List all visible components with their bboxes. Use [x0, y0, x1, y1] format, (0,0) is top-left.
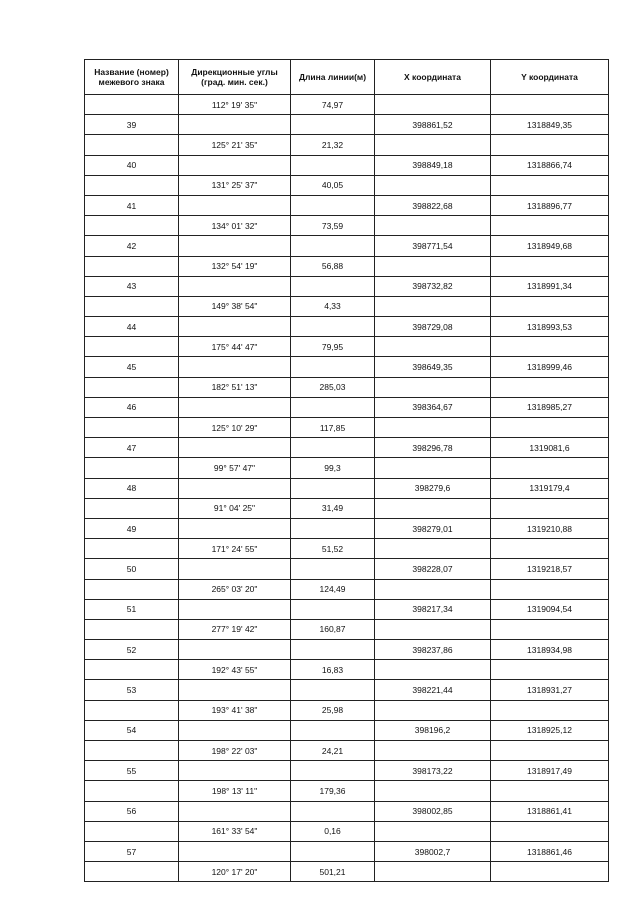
mark-name-cell: [85, 498, 179, 518]
line-length-cell: 24,21: [291, 741, 375, 761]
direction-angle-cell: 131° 25' 37": [179, 175, 291, 195]
direction-angle-cell: 277° 19' 42": [179, 619, 291, 639]
y-coordinate-cell: [491, 619, 609, 639]
line-length-cell: [291, 518, 375, 538]
line-length-cell: [291, 236, 375, 256]
x-coordinate-cell: [375, 458, 491, 478]
y-coordinate-cell: [491, 418, 609, 438]
table-row: [85, 801, 609, 821]
x-coordinate-cell: 398861,52: [375, 115, 491, 135]
direction-angle-cell: 198° 22' 03": [179, 741, 291, 761]
coordinates-sheet: [84, 59, 608, 882]
y-coordinate-cell: [491, 579, 609, 599]
mark-name-cell: 46: [85, 397, 179, 417]
line-length-cell: [291, 397, 375, 417]
table-row: [85, 135, 609, 155]
mark-name-cell: 42: [85, 236, 179, 256]
y-coordinate-cell: 1318917,49: [491, 761, 609, 781]
line-length-cell: 160,87: [291, 619, 375, 639]
x-coordinate-cell: [375, 660, 491, 680]
x-coordinate-cell: [375, 539, 491, 559]
table-row: [85, 195, 609, 215]
mark-name-cell: 40: [85, 155, 179, 175]
y-coordinate-cell: 1318849,35: [491, 115, 609, 135]
direction-angle-cell: 161° 33' 54": [179, 821, 291, 841]
direction-angle-cell: 192° 43' 55": [179, 660, 291, 680]
line-length-cell: [291, 680, 375, 700]
y-coordinate-cell: [491, 296, 609, 316]
direction-angle-cell: 182° 51' 13": [179, 377, 291, 397]
mark-name-cell: [85, 619, 179, 639]
mark-name-cell: 50: [85, 559, 179, 579]
table-row: [85, 357, 609, 377]
y-coordinate-cell: 1318993,53: [491, 317, 609, 337]
y-coordinate-cell: 1318861,46: [491, 841, 609, 861]
line-length-cell: [291, 478, 375, 498]
y-coordinate-cell: [491, 135, 609, 155]
mark-name-cell: [85, 95, 179, 115]
table-row: [85, 397, 609, 417]
table-header-row: [85, 60, 609, 95]
x-coordinate-cell: 398002,85: [375, 801, 491, 821]
table-row: [85, 539, 609, 559]
mark-name-cell: [85, 821, 179, 841]
y-coordinate-cell: 1318866,74: [491, 155, 609, 175]
header-mark-name: Название (номер) межевого знака: [85, 60, 179, 95]
y-coordinate-cell: 1318934,98: [491, 640, 609, 660]
y-coordinate-cell: [491, 458, 609, 478]
x-coordinate-cell: 398822,68: [375, 195, 491, 215]
table-row: [85, 377, 609, 397]
x-coordinate-cell: [375, 135, 491, 155]
table-row: [85, 317, 609, 337]
table-row: [85, 720, 609, 740]
table-row: [85, 256, 609, 276]
mark-name-cell: [85, 781, 179, 801]
table-row: [85, 115, 609, 135]
mark-name-cell: [85, 862, 179, 882]
x-coordinate-cell: [375, 377, 491, 397]
mark-name-cell: [85, 216, 179, 236]
line-length-cell: [291, 599, 375, 619]
line-length-cell: 56,88: [291, 256, 375, 276]
header-line-length: Длина линии(м): [291, 60, 375, 95]
direction-angle-cell: [179, 478, 291, 498]
mark-name-cell: [85, 579, 179, 599]
direction-angle-cell: [179, 599, 291, 619]
table-row: [85, 337, 609, 357]
table-row: [85, 640, 609, 660]
mark-name-cell: 47: [85, 438, 179, 458]
mark-name-cell: [85, 377, 179, 397]
mark-name-cell: 53: [85, 680, 179, 700]
direction-angle-cell: [179, 195, 291, 215]
x-coordinate-cell: [375, 418, 491, 438]
mark-name-cell: [85, 741, 179, 761]
table-row: [85, 700, 609, 720]
table-row: [85, 579, 609, 599]
line-length-cell: 21,32: [291, 135, 375, 155]
direction-angle-cell: 149° 38' 54": [179, 296, 291, 316]
direction-angle-cell: 134° 01' 32": [179, 216, 291, 236]
x-coordinate-cell: [375, 256, 491, 276]
y-coordinate-cell: 1318861,41: [491, 801, 609, 821]
x-coordinate-cell: 398228,07: [375, 559, 491, 579]
y-coordinate-cell: 1318896,77: [491, 195, 609, 215]
y-coordinate-cell: 1319081,6: [491, 438, 609, 458]
x-coordinate-cell: 398296,78: [375, 438, 491, 458]
x-coordinate-cell: [375, 579, 491, 599]
x-coordinate-cell: 398732,82: [375, 276, 491, 296]
header-x-coordinate: X координата: [375, 60, 491, 95]
line-length-cell: [291, 841, 375, 861]
table-row: [85, 216, 609, 236]
x-coordinate-cell: 398279,6: [375, 478, 491, 498]
direction-angle-cell: [179, 317, 291, 337]
direction-angle-cell: [179, 801, 291, 821]
mark-name-cell: [85, 539, 179, 559]
direction-angle-cell: [179, 115, 291, 135]
table-row: [85, 761, 609, 781]
x-coordinate-cell: 398771,54: [375, 236, 491, 256]
table-row: [85, 741, 609, 761]
mark-name-cell: [85, 256, 179, 276]
mark-name-cell: [85, 296, 179, 316]
direction-angle-cell: 265° 03' 20": [179, 579, 291, 599]
line-length-cell: [291, 115, 375, 135]
line-length-cell: 73,59: [291, 216, 375, 236]
table-row: [85, 236, 609, 256]
x-coordinate-cell: [375, 821, 491, 841]
mark-name-cell: 39: [85, 115, 179, 135]
mark-name-cell: [85, 660, 179, 680]
x-coordinate-cell: 398173,22: [375, 761, 491, 781]
direction-angle-cell: [179, 236, 291, 256]
x-coordinate-cell: [375, 700, 491, 720]
line-length-cell: 25,98: [291, 700, 375, 720]
mark-name-cell: 56: [85, 801, 179, 821]
mark-name-cell: [85, 458, 179, 478]
y-coordinate-cell: [491, 337, 609, 357]
header-y-coordinate: Y координата: [491, 60, 609, 95]
x-coordinate-cell: 398729,08: [375, 317, 491, 337]
line-length-cell: [291, 276, 375, 296]
x-coordinate-cell: 398221,44: [375, 680, 491, 700]
x-coordinate-cell: [375, 216, 491, 236]
y-coordinate-cell: 1319179,4: [491, 478, 609, 498]
table-row: [85, 276, 609, 296]
mark-name-cell: 44: [85, 317, 179, 337]
mark-name-cell: [85, 337, 179, 357]
line-length-cell: 99,3: [291, 458, 375, 478]
table-row: [85, 841, 609, 861]
x-coordinate-cell: 398364,67: [375, 397, 491, 417]
line-length-cell: 285,03: [291, 377, 375, 397]
table-row: [85, 155, 609, 175]
line-length-cell: 40,05: [291, 175, 375, 195]
line-length-cell: 179,36: [291, 781, 375, 801]
line-length-cell: 501,21: [291, 862, 375, 882]
direction-angle-cell: 120° 17' 20": [179, 862, 291, 882]
table-row: [85, 821, 609, 841]
direction-angle-cell: [179, 438, 291, 458]
line-length-cell: [291, 317, 375, 337]
y-coordinate-cell: [491, 862, 609, 882]
mark-name-cell: 52: [85, 640, 179, 660]
table-body: [85, 95, 609, 882]
line-length-cell: 16,83: [291, 660, 375, 680]
table-row: [85, 478, 609, 498]
table-row: [85, 781, 609, 801]
y-coordinate-cell: 1318991,34: [491, 276, 609, 296]
x-coordinate-cell: [375, 741, 491, 761]
direction-angle-cell: [179, 640, 291, 660]
table-row: [85, 680, 609, 700]
direction-angle-cell: [179, 397, 291, 417]
direction-angle-cell: 125° 10' 29": [179, 418, 291, 438]
x-coordinate-cell: 398237,86: [375, 640, 491, 660]
line-length-cell: [291, 155, 375, 175]
y-coordinate-cell: 1318931,27: [491, 680, 609, 700]
line-length-cell: [291, 438, 375, 458]
line-length-cell: 51,52: [291, 539, 375, 559]
line-length-cell: 79,95: [291, 337, 375, 357]
direction-angle-cell: 132° 54' 19": [179, 256, 291, 276]
y-coordinate-cell: 1318925,12: [491, 720, 609, 740]
y-coordinate-cell: [491, 216, 609, 236]
line-length-cell: [291, 357, 375, 377]
line-length-cell: [291, 801, 375, 821]
line-length-cell: [291, 761, 375, 781]
y-coordinate-cell: 1318999,46: [491, 357, 609, 377]
direction-angle-cell: 112° 19' 35": [179, 95, 291, 115]
y-coordinate-cell: [491, 781, 609, 801]
table-row: [85, 95, 609, 115]
x-coordinate-cell: 398279,01: [375, 518, 491, 538]
direction-angle-cell: [179, 155, 291, 175]
direction-angle-cell: 125° 21' 35": [179, 135, 291, 155]
mark-name-cell: 45: [85, 357, 179, 377]
line-length-cell: [291, 640, 375, 660]
mark-name-cell: [85, 418, 179, 438]
table-row: [85, 559, 609, 579]
mark-name-cell: [85, 135, 179, 155]
y-coordinate-cell: [491, 175, 609, 195]
table-row: [85, 175, 609, 195]
x-coordinate-cell: [375, 95, 491, 115]
table-row: [85, 438, 609, 458]
table-row: [85, 458, 609, 478]
direction-angle-cell: 171° 24' 55": [179, 539, 291, 559]
line-length-cell: 31,49: [291, 498, 375, 518]
mark-name-cell: 43: [85, 276, 179, 296]
line-length-cell: [291, 720, 375, 740]
direction-angle-cell: [179, 559, 291, 579]
line-length-cell: [291, 195, 375, 215]
table-row: [85, 660, 609, 680]
direction-angle-cell: [179, 841, 291, 861]
x-coordinate-cell: 398217,34: [375, 599, 491, 619]
y-coordinate-cell: [491, 539, 609, 559]
line-length-cell: 0,16: [291, 821, 375, 841]
mark-name-cell: 41: [85, 195, 179, 215]
boundary-coordinates-table: [84, 59, 609, 882]
x-coordinate-cell: 398002,7: [375, 841, 491, 861]
mark-name-cell: [85, 700, 179, 720]
header-direction-angle: Дирекционные углы (град. мин. сек.): [179, 60, 291, 95]
line-length-cell: 117,85: [291, 418, 375, 438]
y-coordinate-cell: [491, 660, 609, 680]
direction-angle-cell: [179, 357, 291, 377]
table-row: [85, 599, 609, 619]
y-coordinate-cell: 1319218,57: [491, 559, 609, 579]
direction-angle-cell: [179, 518, 291, 538]
x-coordinate-cell: [375, 175, 491, 195]
direction-angle-cell: [179, 276, 291, 296]
direction-angle-cell: [179, 761, 291, 781]
direction-angle-cell: [179, 720, 291, 740]
line-length-cell: [291, 559, 375, 579]
mark-name-cell: [85, 175, 179, 195]
mark-name-cell: 49: [85, 518, 179, 538]
table-row: [85, 518, 609, 538]
y-coordinate-cell: 1318985,27: [491, 397, 609, 417]
y-coordinate-cell: 1318949,68: [491, 236, 609, 256]
direction-angle-cell: 175° 44' 47": [179, 337, 291, 357]
y-coordinate-cell: [491, 256, 609, 276]
direction-angle-cell: 193° 41' 38": [179, 700, 291, 720]
x-coordinate-cell: [375, 296, 491, 316]
mark-name-cell: 51: [85, 599, 179, 619]
y-coordinate-cell: [491, 377, 609, 397]
x-coordinate-cell: [375, 337, 491, 357]
y-coordinate-cell: [491, 498, 609, 518]
x-coordinate-cell: [375, 619, 491, 639]
mark-name-cell: 57: [85, 841, 179, 861]
y-coordinate-cell: 1319094,54: [491, 599, 609, 619]
table-row: [85, 296, 609, 316]
x-coordinate-cell: [375, 498, 491, 518]
table-row: [85, 619, 609, 639]
y-coordinate-cell: [491, 821, 609, 841]
line-length-cell: 4,33: [291, 296, 375, 316]
x-coordinate-cell: 398196,2: [375, 720, 491, 740]
direction-angle-cell: 91° 04' 25": [179, 498, 291, 518]
line-length-cell: 124,49: [291, 579, 375, 599]
mark-name-cell: 55: [85, 761, 179, 781]
y-coordinate-cell: [491, 95, 609, 115]
table-row: [85, 862, 609, 882]
table-row: [85, 498, 609, 518]
x-coordinate-cell: [375, 781, 491, 801]
direction-angle-cell: [179, 680, 291, 700]
y-coordinate-cell: [491, 741, 609, 761]
direction-angle-cell: 198° 13' 11": [179, 781, 291, 801]
mark-name-cell: 54: [85, 720, 179, 740]
x-coordinate-cell: [375, 862, 491, 882]
line-length-cell: 74,97: [291, 95, 375, 115]
x-coordinate-cell: 398649,35: [375, 357, 491, 377]
x-coordinate-cell: 398849,18: [375, 155, 491, 175]
table-row: [85, 418, 609, 438]
mark-name-cell: 48: [85, 478, 179, 498]
y-coordinate-cell: 1319210,88: [491, 518, 609, 538]
direction-angle-cell: 99° 57' 47": [179, 458, 291, 478]
y-coordinate-cell: [491, 700, 609, 720]
